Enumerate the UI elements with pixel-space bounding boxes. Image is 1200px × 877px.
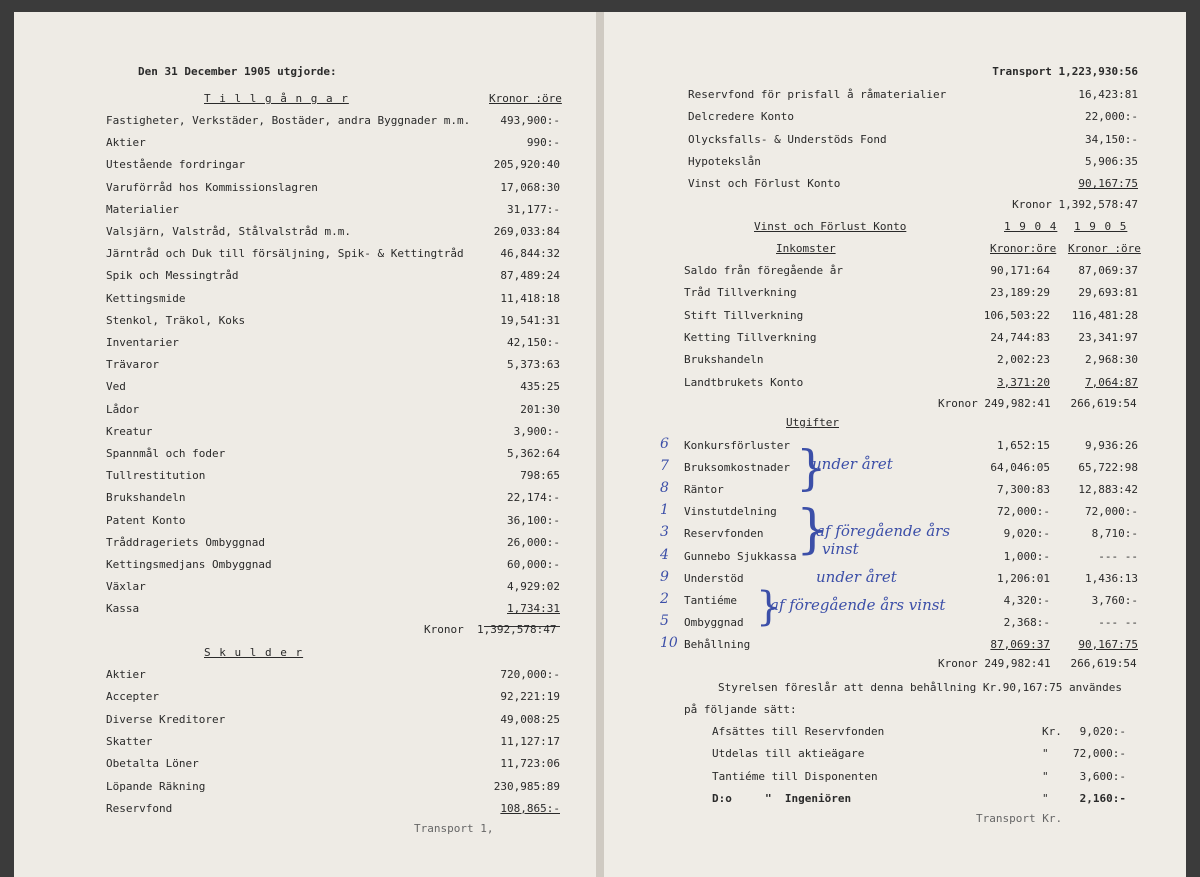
income-1905: 116,481:28 [1071, 308, 1138, 322]
expense-mark: 8 [660, 480, 669, 497]
asset-amount: 798:65 [520, 469, 560, 483]
asset-amount: 19,541:31 [500, 313, 560, 327]
income-1905: 29,693:81 [1078, 286, 1138, 300]
proposal-label: Tantiéme till Disponenten [712, 769, 878, 783]
expense-mark: 7 [660, 458, 669, 475]
income-1904: 23,189:29 [990, 286, 1050, 300]
debt-label: Löpande Räkning [106, 779, 206, 793]
expense-1905: 12,883:42 [1078, 483, 1138, 497]
asset-label: Stenkol, Träkol, Koks [106, 313, 246, 327]
asset-amount: 435:25 [520, 380, 560, 394]
asset-label: Valsjärn, Valstråd, Stålvalstråd m.m. [106, 225, 352, 238]
annotation-under-aret-1: under året [812, 455, 893, 473]
asset-label: Järntråd och Duk till försäljning, Spik- & Kettingtråd [106, 247, 464, 261]
annotation-foregaende-1: af föregående års [816, 522, 951, 540]
asset-label: Inventarier [106, 336, 179, 349]
asset-amount: 31,177:- [507, 202, 560, 216]
proposal-label: D:o " Ingeniören [712, 791, 852, 805]
income-total: Kronor 249,982:41 266,619:54 [938, 397, 1137, 410]
expense-heading: Utgifter [786, 416, 839, 429]
col-head-1905: Kronor :öre [1068, 242, 1141, 255]
debt-label: Obetalta Löner [106, 757, 199, 771]
col-head-1904: Kronor:öre [990, 242, 1057, 255]
proposal-amount: 72,000:- [1073, 747, 1126, 761]
expense-1905: 9,936:26 [1085, 439, 1138, 452]
income-1904: 90,171:64 [990, 264, 1050, 277]
asset-label: Varuförråd hos Kommissionslagren [106, 180, 318, 194]
debt-amount: 230,985:89 [493, 779, 560, 793]
date-heading: Den 31 December 1905 utgjorde: [138, 65, 337, 78]
debt-amount: 11,127:17 [500, 734, 560, 748]
debts-heading: S k u l d e r [204, 646, 304, 659]
expense-label: Reservfonden [684, 527, 764, 541]
income-1904: 106,503:22 [983, 308, 1050, 322]
asset-amount: 87,489:24 [500, 269, 560, 283]
proposal-line-1: Styrelsen föreslår att denna behållning Kr.90,167:75 användes [718, 681, 1122, 694]
income-heading: Inkomster [776, 242, 836, 255]
asset-amount: 269,033:84 [493, 225, 560, 238]
liability-label: Vinst och Förlust Konto [688, 177, 841, 191]
asset-label: Aktier [106, 136, 146, 150]
liability-label: Olycksfalls- & Understöds Fond [688, 132, 887, 146]
expense-1905: 3,760:- [1091, 593, 1138, 607]
expense-1904: 9,020:- [1003, 527, 1050, 541]
income-label: Stift Tillverkning [684, 308, 804, 322]
asset-amount: 493,900:- [500, 114, 560, 127]
proposal-prefix: " [1042, 747, 1049, 761]
debt-label: Skatter [106, 734, 153, 748]
asset-amount: 36,100:- [507, 513, 560, 527]
annotation-vinst: vinst [822, 540, 859, 558]
asset-label: Växlar [106, 580, 146, 594]
asset-label: Kreatur [106, 424, 153, 438]
expense-1905: 90,167:75 [1078, 637, 1138, 651]
expense-1904: 64,046:05 [990, 461, 1050, 475]
proposal-amount: 3,600:- [1079, 769, 1126, 783]
proposal-amount: 2,160:- [1079, 791, 1126, 805]
debt-label: Accepter [106, 690, 159, 704]
liability-amount: 5,906:35 [1085, 154, 1138, 168]
liability-amount: 34,150:- [1085, 132, 1138, 146]
asset-amount: 3,900:- [513, 424, 560, 438]
asset-label: Spannmål och foder [106, 447, 226, 460]
expense-mark: 3 [660, 524, 669, 541]
income-1904: 3,371:20 [997, 375, 1050, 389]
expense-1905: 1,436:13 [1085, 571, 1138, 585]
expense-mark: 4 [660, 546, 669, 563]
brace-1: } [796, 440, 827, 496]
asset-label: Spik och Messingtråd [106, 269, 239, 283]
expense-mark: 2 [660, 590, 669, 607]
asset-amount: 22,174:- [507, 491, 560, 505]
expense-label: Behållning [684, 637, 751, 651]
income-label: Tråd Tillverkning [684, 286, 797, 300]
asset-label: Kettingsmedjans Ombyggnad [106, 558, 272, 571]
left-page [14, 12, 596, 877]
kronor-ore-heading: Kronor :öre [489, 92, 562, 105]
expense-mark: 9 [660, 568, 669, 585]
expense-label: Vinstutdelning [684, 505, 777, 519]
expense-mark: 5 [660, 612, 669, 629]
income-1905: 7,064:87 [1085, 375, 1138, 389]
income-1904: 24,744:83 [990, 330, 1050, 344]
assets-total: Kronor 1,392,578:47 [424, 623, 557, 636]
income-label: Landtbrukets Konto [684, 375, 804, 389]
proposal-prefix: Kr. [1042, 725, 1062, 738]
expense-label: Konkursförluster [684, 439, 790, 452]
expense-label: Understöd [684, 571, 744, 585]
asset-label: Trävaror [106, 358, 159, 372]
debt-amount: 49,008:25 [500, 712, 560, 726]
liability-label: Delcredere Konto [688, 110, 794, 124]
debt-label: Diverse Kreditorer [106, 712, 226, 726]
liability-label: Hypotekslån [688, 154, 761, 168]
proposal-label: Utdelas till aktieägare [712, 747, 865, 761]
asset-label: Kassa [106, 602, 140, 616]
income-1905: 23,341:97 [1078, 330, 1138, 344]
asset-label: Kettingsmide [106, 291, 186, 305]
pl-heading: Vinst och Förlust Konto [754, 220, 907, 233]
asset-amount: 11,418:18 [500, 291, 560, 305]
expense-1904: 1,652:15 [997, 439, 1050, 452]
transport-top: Transport 1,223,930:56 [992, 65, 1138, 78]
year-1905: 1 9 0 5 [1074, 220, 1128, 233]
asset-amount: 17,068:30 [500, 180, 560, 194]
expense-1904: 87,069:37 [990, 637, 1050, 651]
expense-1905: 65,722:98 [1078, 461, 1138, 475]
income-1904: 2,002:23 [997, 353, 1050, 367]
expense-1904: 1,000:- [1003, 549, 1050, 563]
asset-label: Utestående fordringar [106, 158, 246, 172]
expense-mark: 6 [660, 436, 669, 452]
brace-2: } [796, 500, 830, 560]
asset-amount: 5,373:63 [507, 358, 560, 372]
debt-amount: 92,221:19 [500, 690, 560, 704]
income-1905: 2,968:30 [1085, 353, 1138, 367]
expense-1905: 8,710:- [1091, 527, 1138, 541]
income-1905: 87,069:37 [1078, 264, 1138, 277]
expense-1904: 2,368:- [1003, 615, 1050, 629]
proposal-amount: 9,020:- [1079, 725, 1126, 738]
asset-amount: 5,362:64 [507, 447, 560, 460]
brace-3: } [756, 584, 782, 630]
asset-amount: 4,929:02 [507, 580, 560, 594]
annotation-foregaende-2: af föregående års vinst [770, 596, 946, 614]
page-fold [596, 12, 604, 877]
debt-label: Reservfond [106, 801, 173, 815]
asset-label: Brukshandeln [106, 491, 186, 505]
debt-amount: 108,865:- [500, 801, 560, 815]
expense-label: Gunnebo Sjukkassa [684, 549, 797, 563]
proposal-prefix: " [1042, 791, 1049, 805]
expense-1905: --- -- [1098, 615, 1138, 629]
asset-label: Patent Konto [106, 513, 186, 527]
asset-label: Ved [106, 380, 126, 394]
expense-mark: 10 [660, 634, 678, 651]
asset-amount: 990:- [526, 136, 560, 150]
asset-amount: 42,150:- [507, 336, 560, 349]
expense-total: Kronor 249,982:41 266,619:54 [938, 657, 1137, 670]
asset-label: Materialier [106, 202, 179, 216]
liability-label: Reservfond för prisfall å råmaterialier [688, 88, 947, 101]
asset-amount: 46,844:32 [500, 247, 560, 261]
expense-1905: --- -- [1098, 549, 1138, 563]
asset-label: Tullrestitution [106, 469, 206, 483]
expense-1904: 7,300:83 [997, 483, 1050, 497]
asset-amount: 201:30 [520, 402, 560, 416]
year-1904: 1 9 0 4 [1004, 220, 1058, 233]
liability-amount: 16,423:81 [1078, 88, 1138, 101]
expense-label: Bruksomkostnader [684, 461, 790, 475]
liability-amount: 90,167:75 [1078, 177, 1138, 191]
income-label: Ketting Tillverkning [684, 330, 817, 344]
liability-amount: 22,000:- [1085, 110, 1138, 124]
asset-amount: 1,734:31 [507, 602, 560, 616]
asset-label: Lådor [106, 402, 140, 416]
expense-label: Räntor [684, 483, 724, 497]
debt-amount: 720,000:- [500, 668, 560, 681]
asset-label: Tråddrageriets Ombyggnad [106, 535, 265, 549]
debt-amount: 11,723:06 [500, 757, 560, 771]
debt-label: Aktier [106, 668, 146, 681]
proposal-prefix: " [1042, 769, 1049, 783]
expense-1905: 72,000:- [1085, 505, 1138, 519]
expense-label: Ombyggnad [684, 615, 744, 629]
right-page [604, 12, 1186, 877]
income-label: Saldo från föregående år [684, 264, 843, 277]
expense-1904: 72,000:- [997, 505, 1050, 519]
assets-heading: T i l l g å n g a r [204, 92, 349, 105]
expense-mark: 1 [660, 502, 669, 519]
transport-bottom-left: Transport 1, [414, 822, 494, 835]
expense-1904: 4,320:- [1003, 593, 1050, 607]
expense-label: Tantiéme [684, 593, 737, 607]
items-total: Kronor 1,392,578:47 [1012, 198, 1138, 211]
proposal-label: Afsättes till Reservfonden [712, 725, 885, 738]
proposal-line-2: på följande sätt: [684, 703, 797, 716]
expense-1904: 1,206:01 [997, 571, 1050, 585]
transport-bottom-right: Transport Kr. [976, 812, 1063, 825]
income-label: Brukshandeln [684, 353, 764, 367]
asset-amount: 26,000:- [507, 535, 560, 549]
asset-amount: 60,000:- [507, 558, 560, 571]
annotation-under-aret-2: under året [816, 568, 897, 586]
asset-label: Fastigheter, Verkstäder, Bostäder, andra Byggnader m.m. [106, 114, 471, 127]
asset-amount: 205,920:40 [493, 158, 560, 172]
